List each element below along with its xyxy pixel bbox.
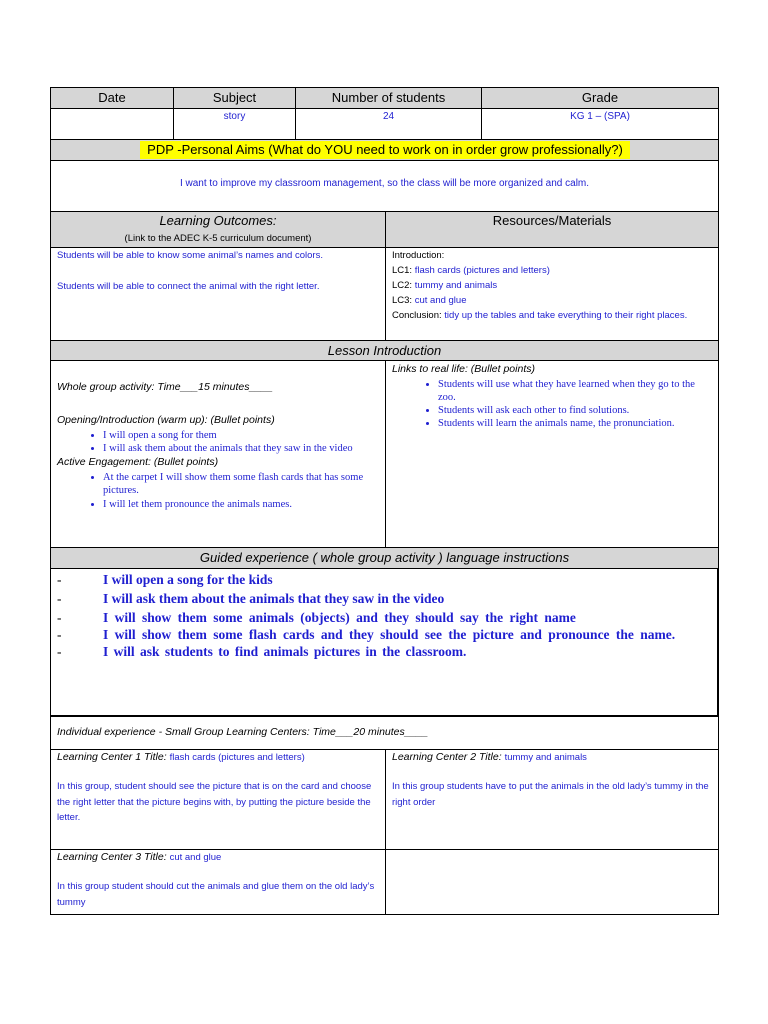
dash-bullet: - (57, 591, 62, 606)
pdp-row (50, 139, 719, 161)
grade-value: KG 1 – (SPA) (481, 108, 719, 140)
resource-label: LC3: (392, 295, 415, 306)
learning-outcomes-title: Learning Outcomes: (159, 213, 277, 228)
center-title-line (57, 751, 379, 763)
list-item: • Students will learn the animals name, the pronunciation. (438, 417, 712, 430)
empty-center-cell (385, 849, 719, 915)
learning-center-1 (50, 749, 386, 850)
learning-outcomes-cell (50, 247, 386, 341)
guided-item-text: I will show them some animals (objects) and they should say the right name (103, 610, 576, 625)
lesson-intro-right-cell (385, 360, 719, 548)
center-title-line (392, 751, 712, 763)
guided-item (51, 609, 717, 626)
list-item: • Students will ask each other to find solutions. (438, 404, 712, 417)
guided-item (51, 590, 717, 607)
guided-experience-cell (50, 568, 719, 717)
resource-label: LC2: (392, 280, 415, 291)
whole-group-activity: Whole group activity: Time___15 minutes____ (57, 381, 273, 393)
resource-line-lc2 (392, 278, 712, 293)
subject-value: story (173, 108, 296, 140)
pdp-text: I want to improve my classroom management, so the class will be more organized and calm. (50, 160, 719, 212)
date-value (50, 108, 174, 140)
center-title: tummy and animals (504, 752, 587, 763)
dash-bullet: - (57, 610, 62, 625)
center-label: Learning Center 2 Title: (392, 751, 505, 763)
guided-item-text: I will ask students to find animals pictures in the classroom. (103, 644, 467, 659)
resource-text: cut and glue (414, 295, 467, 306)
resources-header: Resources/Materials (385, 211, 719, 248)
active-engagement-list (57, 471, 379, 511)
guided-item (51, 571, 717, 588)
active-engagement-label: Active Engagement: (Bullet points) (57, 456, 219, 468)
links-list (392, 378, 712, 430)
resource-label: LC1: (392, 265, 415, 276)
center-title: cut and glue (169, 852, 222, 863)
opening-label: Opening/Introduction (warm up): (Bullet points) (57, 414, 275, 426)
guided-item-text: I will show them some flash cards and they should see the picture and pronounce the name. (103, 627, 676, 642)
list-item: • At the carpet I will show them some flash cards that has some pictures. (103, 471, 379, 497)
outcome-item: Students will be able to connect the animal with the right letter. (57, 281, 320, 292)
list-item: • I will open a song for them (103, 429, 379, 442)
lesson-introduction-header: Lesson Introduction (50, 340, 719, 361)
center-title: flash cards (pictures and letters) (169, 752, 305, 763)
date-header: Date (50, 87, 174, 109)
list-item: • I will ask them about the animals that they saw in the video (103, 442, 379, 455)
students-header: Number of students (295, 87, 482, 109)
resource-text: flash cards (pictures and letters) (414, 265, 550, 276)
resources-cell (385, 247, 719, 341)
learning-center-3 (50, 849, 386, 915)
opening-list (57, 429, 379, 455)
center-title-line (57, 851, 379, 863)
grade-header: Grade (481, 87, 719, 109)
guided-item (51, 643, 717, 660)
center-description: In this group, student should see the picture that is on the card and choose the right letter that the picture begins with, by putting the picture beside the letter. (57, 781, 372, 823)
learning-outcomes-header (50, 211, 386, 248)
center-description: In this group student should cut the animals and glue them on the old lady’s tummy (57, 881, 375, 908)
dash-bullet: - (57, 644, 62, 659)
conclusion-line (392, 308, 712, 323)
curriculum-link-note: (Link to the ADEC K-5 curriculum document) (124, 233, 312, 244)
center-label: Learning Center 1 Title: (57, 751, 170, 763)
resource-line-lc3 (392, 293, 712, 308)
guided-item-text: I will ask them about the animals that they saw in the video (103, 591, 445, 606)
pdp-title: PDP -Personal Aims (What do YOU need to work on in order grow professionally?) (140, 141, 630, 159)
guided-experience-header: Guided experience ( whole group activity ) language instructions (50, 547, 719, 569)
subject-header: Subject (173, 87, 296, 109)
conclusion-label: Conclusion: (392, 310, 445, 321)
center-label: Learning Center 3 Title: (57, 851, 170, 863)
center-description: In this group students have to put the animals in the old lady’s tummy in the right order (392, 781, 709, 808)
lesson-intro-left-cell (50, 360, 386, 548)
introduction-label: Introduction: (392, 250, 445, 261)
dash-bullet: - (57, 572, 62, 587)
outcome-item: Students will be able to know some animal’s names and colors. (57, 250, 323, 261)
individual-experience-row: Individual experience - Small Group Learning Centers: Time___20 minutes____ (50, 716, 719, 750)
guided-item-text: I will open a song for the kids (103, 572, 273, 587)
links-to-real-life-label: Links to real life: (Bullet points) (392, 363, 535, 375)
list-item: • Students will use what they have learned when they go to the zoo. (438, 378, 712, 404)
students-value: 24 (295, 108, 482, 140)
conclusion-text: tidy up the tables and take everything to their right places. (444, 310, 688, 321)
learning-center-2 (385, 749, 719, 850)
list-item: • I will let them pronounce the animals names. (103, 498, 379, 511)
resource-text: tummy and animals (414, 280, 498, 291)
dash-bullet: - (57, 627, 62, 642)
resource-line-lc1 (392, 263, 712, 278)
guided-item (51, 626, 717, 643)
